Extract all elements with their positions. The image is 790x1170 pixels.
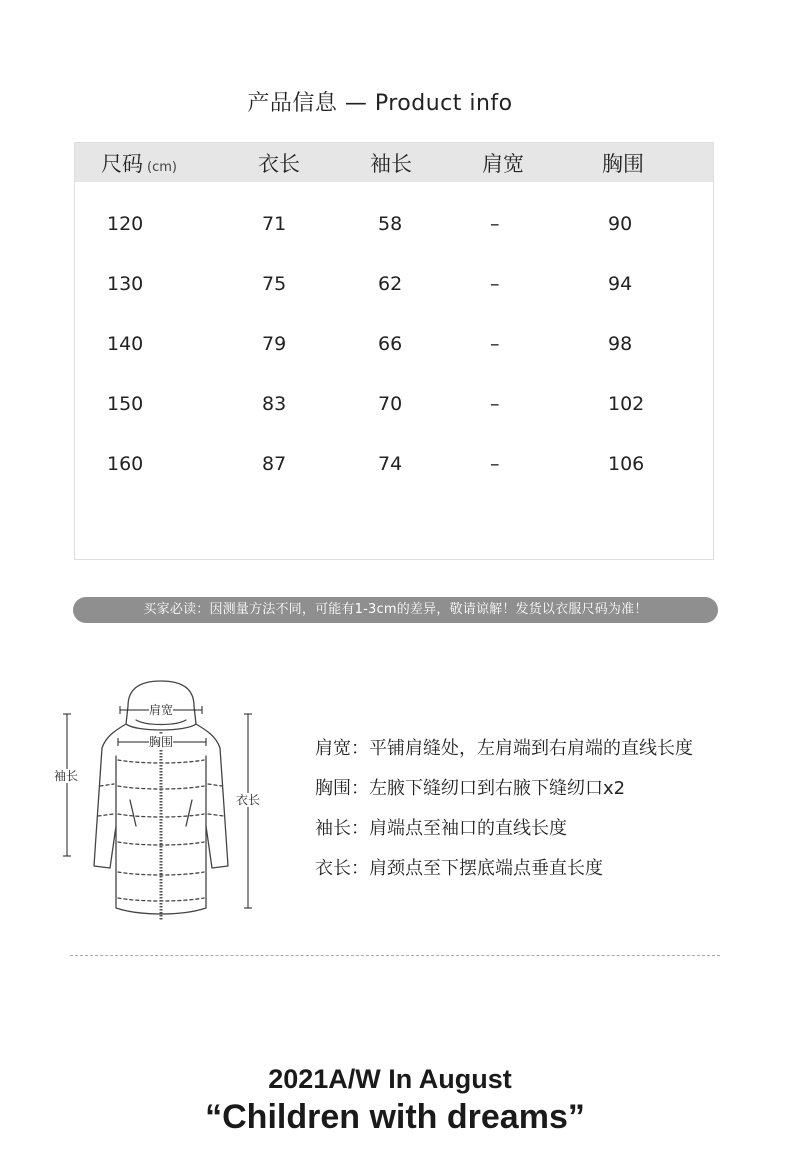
cell-size: 160 xyxy=(107,453,144,475)
header-size-label: 尺码 xyxy=(101,152,143,176)
table-row xyxy=(75,333,713,363)
definition-chest: 胸围：左腋下缝纫口到右腋下缝纫口x2 xyxy=(315,778,626,799)
definition-sleeve: 袖长：肩端点至袖口的直线长度 xyxy=(315,818,567,839)
diagram-chest-label: 胸围 xyxy=(149,735,174,749)
cell-length: 83 xyxy=(262,393,287,415)
header-sleeve: 袖长 xyxy=(370,152,412,176)
cell-size: 140 xyxy=(107,333,144,355)
header-size xyxy=(101,148,177,178)
garment-diagram xyxy=(50,676,280,926)
diagram-shoulder-label: 肩宽 xyxy=(149,703,174,717)
diagram-length-label: 衣长 xyxy=(236,793,261,807)
definition-shoulder: 肩宽：平铺肩缝处，左肩端到右肩端的直线长度 xyxy=(315,738,693,759)
cell-chest: 94 xyxy=(608,273,633,295)
definition-length: 衣长：肩颈点至下摆底端点垂直长度 xyxy=(315,858,603,879)
cell-shoulder: – xyxy=(490,213,500,235)
cell-sleeve: 58 xyxy=(378,213,403,235)
cell-length: 79 xyxy=(262,333,287,355)
cell-length: 71 xyxy=(262,213,287,235)
cell-length: 87 xyxy=(262,453,287,475)
table-row xyxy=(75,273,713,303)
table-row xyxy=(75,213,713,243)
table-row xyxy=(75,453,713,483)
cell-sleeve: 66 xyxy=(378,333,403,355)
cell-chest: 102 xyxy=(608,393,645,415)
cell-shoulder: – xyxy=(490,453,500,475)
cell-size: 120 xyxy=(107,213,144,235)
cell-size: 130 xyxy=(107,273,144,295)
cell-chest: 90 xyxy=(608,213,633,235)
cell-shoulder: – xyxy=(490,393,500,415)
table-header xyxy=(75,143,713,182)
header-shoulder: 肩宽 xyxy=(482,152,524,176)
header-chest: 胸围 xyxy=(602,152,644,176)
cell-sleeve: 70 xyxy=(378,393,403,415)
cell-sleeve: 62 xyxy=(378,273,403,295)
cell-chest: 106 xyxy=(608,453,645,475)
cell-sleeve: 74 xyxy=(378,453,403,475)
cell-length: 75 xyxy=(262,273,287,295)
measurement-definitions xyxy=(315,734,775,894)
cell-shoulder: – xyxy=(490,273,500,295)
diagram-sleeve-label: 袖长 xyxy=(54,769,79,783)
notice-banner: 买家必读：因测量方法不同，可能有1-3cm的差异，敬请谅解！发货以衣服尺码为准！ xyxy=(73,597,718,623)
cell-size: 150 xyxy=(107,393,144,415)
header-length: 衣长 xyxy=(258,152,300,176)
dashed-divider xyxy=(70,955,720,956)
size-table xyxy=(74,142,714,560)
season-title: 2021A/W In August xyxy=(268,1064,512,1094)
cell-shoulder: – xyxy=(490,333,500,355)
header-size-unit: (cm) xyxy=(147,160,177,175)
table-row xyxy=(75,393,713,423)
slogan-quote: “Children with dreams” xyxy=(205,1098,585,1136)
cell-chest: 98 xyxy=(608,333,633,355)
section-title: 产品信息 — Product info xyxy=(247,91,513,116)
